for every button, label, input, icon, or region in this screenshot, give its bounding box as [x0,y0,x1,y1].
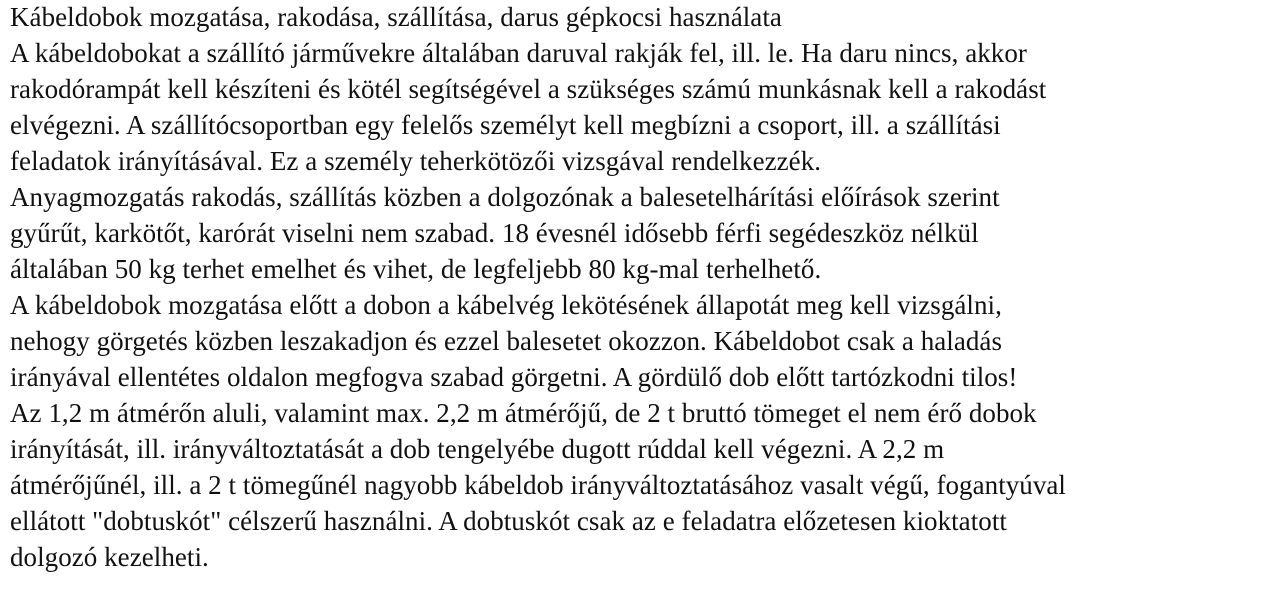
paragraph-line-6: gyűrűt, karkötőt, karórát viselni nem szabad. 18 évesnél idősebb férfi segédeszköz nélkül [10,218,979,248]
paragraph-line-1: A kábeldobokat a szállító járművekre általában daruval rakják fel, ill. le. Ha daru nincs, akkor [10,38,1027,68]
paragraph-line-14: ellátott "dobtuskót" célszerű használni. A dobtuskót csak az e feladatra előzetesen kioktatott [10,506,1007,536]
paragraph-line-11: Az 1,2 m átmérőn aluli, valamint max. 2,2 m átmérőjű, de 2 t bruttó tömeget el nem érő dobok [10,398,1037,428]
paragraph-line-2: rakodórampát kell készíteni és kötél segítségével a szükséges számú munkásnak kell a rakodást [10,74,1047,104]
paragraph-line-8: A kábeldobok mozgatása előtt a dobon a kábelvég lekötésének állapotát meg kell vizsgálni, [10,290,1002,320]
paragraph-line-10: irányával ellentétes oldalon megfogva szabad görgetni. A gördülő dob előtt tartózkodni tilos! [10,362,1018,392]
paragraph-line-3: elvégezni. A szállítócsoportban egy felelős személyt kell megbízni a csoport, ill. a szállítási [10,110,1001,140]
paragraph-line-12: irányítását, ill. irányváltoztatását a dob tengelyébe dugott rúddal kell végezni. A 2,2 m [10,434,945,464]
paragraph-line-5: Anyagmozgatás rakodás, szállítás közben a dolgozónak a balesetelhárítási előírások szerint [10,182,1000,212]
paragraph-line-7: általában 50 kg terhet emelhet és vihet, de legfeljebb 80 kg-mal terhelhető. [10,254,822,284]
paragraph-line-15: dolgozó kezelheti. [10,542,209,572]
paragraph-line-9: nehogy görgetés közben leszakadjon és ezzel balesetet okozzon. Kábeldobot csak a haladás [10,326,1003,356]
paragraph-line-4: feladatok irányításával. Ez a személy teherkötözői vizsgával rendelkezzék. [10,146,822,176]
paragraph-line-13: átmérőjűnél, ill. a 2 t tömegűnél nagyobb kábeldob irányváltoztatásához vasalt végű, fogantyúval [10,470,1066,500]
document-title: Kábeldobok mozgatása, rakodása, szállítása, darus gépkocsi használata [10,2,782,32]
